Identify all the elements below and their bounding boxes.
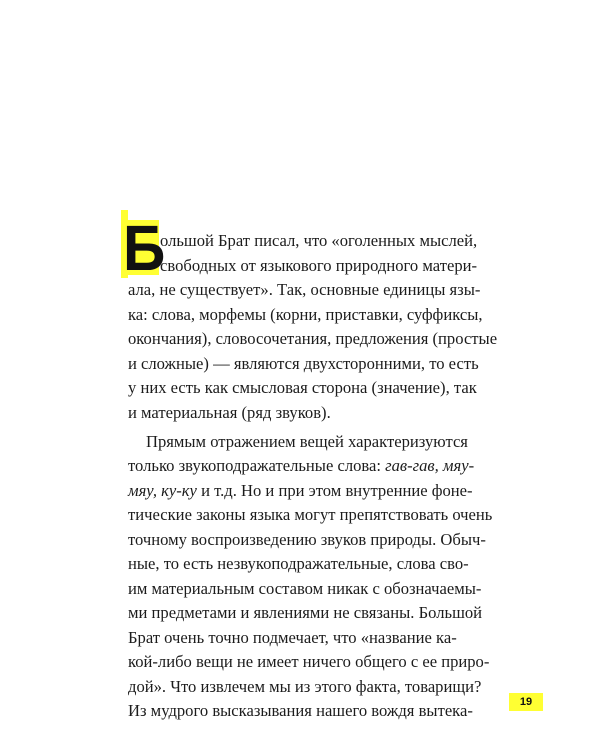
body-line: Прямым отражением вещей характеризуются xyxy=(146,432,468,451)
body-line: ольшой Брат писал, что «оголенных мыслей, xyxy=(160,231,478,250)
drop-cap-letter: Б xyxy=(123,212,166,284)
body-line: и сложные) — являются двухсторонними, то есть xyxy=(128,354,479,373)
body-line: кой-либо вещи не имеет ничего общего с ее приро- xyxy=(128,652,490,671)
body-line: точному воспроизведению звуков природы. Обыч- xyxy=(128,530,486,549)
body-line xyxy=(128,481,473,501)
page-number: 19 xyxy=(509,693,543,711)
body-line: ми предметами и явлениями не связаны. Большой xyxy=(128,603,483,622)
body-text: только звукоподражательные слова: xyxy=(128,456,386,475)
body-line: свободных от языкового природного матери- xyxy=(160,256,478,275)
body-line: у них есть как смысловая сторона (значение), так xyxy=(128,378,477,397)
body-line: ала, не существует». Так, основные единицы язы- xyxy=(128,280,481,299)
body-line: окончания), словосочетания, предложения (простые xyxy=(128,329,498,348)
body-line: и материальная (ряд звуков). xyxy=(128,403,331,422)
body-line: дой». Что извлечем мы из этого факта, товарищи? xyxy=(128,677,482,696)
body-line: Брат очень точно подмечает, что «название ка- xyxy=(128,628,457,647)
body-line: ка: слова, морфемы (корни, приставки, суффиксы, xyxy=(128,305,483,324)
body-line xyxy=(128,456,474,476)
body-line: тические законы языка могут препятствовать очень xyxy=(128,505,493,524)
body-line: ные, то есть незвукоподражательные, слова сво- xyxy=(128,554,469,573)
body-line: им материальным составом никак с обозначаемы- xyxy=(128,579,482,598)
body-line: Из мудрого высказывания нашего вождя вытека- xyxy=(128,701,473,720)
body-text: и т.д. Но и при этом внутренние фоне- xyxy=(196,481,473,500)
onomatopoeia-example: мяу, ку-ку xyxy=(128,481,197,500)
onomatopoeia-example: гав-гав, мяу- xyxy=(385,456,475,475)
drop-cap xyxy=(117,210,166,284)
